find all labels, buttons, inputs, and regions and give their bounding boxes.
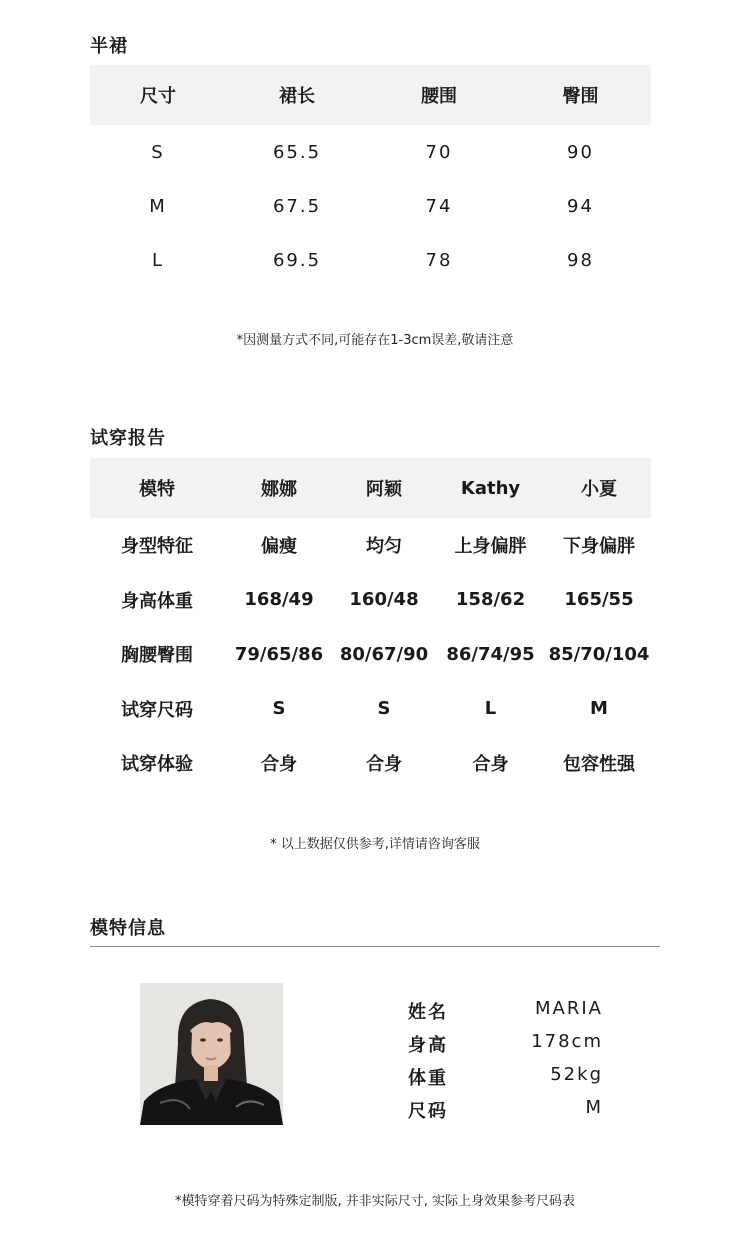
- table-row: [90, 627, 651, 682]
- table-cell: 偏瘦: [261, 536, 297, 558]
- row-label: 试穿尺码: [121, 699, 193, 721]
- row-label: 试穿体验: [121, 754, 193, 776]
- table-cell: 158/62: [455, 589, 526, 611]
- table-cell: 合身: [472, 754, 509, 776]
- table-cell: 67.5: [272, 195, 322, 217]
- header-waist: 腰围: [421, 86, 457, 107]
- header-model-3: Kathy: [460, 477, 521, 499]
- fit-section-title: 试穿报告: [90, 428, 166, 449]
- table-cell: 80/67/90: [339, 643, 429, 665]
- table-cell: 94: [567, 195, 594, 217]
- model-footnote: *模特穿着尺码为特殊定制版, 并非实际尺寸, 实际上身效果参考尺码表: [174, 1194, 576, 1209]
- size-table-header: [90, 65, 651, 125]
- table-cell: M: [590, 698, 608, 720]
- model-photo: [140, 983, 283, 1125]
- table-row: [90, 682, 651, 737]
- table-cell: 合身: [261, 754, 297, 776]
- section-divider: [90, 946, 660, 947]
- table-cell: 65.5: [272, 141, 322, 163]
- table-cell: L: [151, 249, 165, 271]
- table-cell: S: [377, 698, 391, 720]
- table-cell: S: [272, 698, 286, 720]
- fit-table-header: [90, 458, 651, 518]
- table-cell: M: [149, 195, 167, 217]
- fit-report-table: [90, 458, 651, 791]
- table-cell: 78: [425, 249, 453, 271]
- table-cell: 85/70/104: [548, 643, 650, 665]
- table-cell: 合身: [366, 754, 402, 776]
- info-label-height: 身高: [408, 1035, 448, 1056]
- table-cell: S: [151, 141, 165, 163]
- table-row: [90, 573, 651, 628]
- model-section-title: 模特信息: [90, 918, 166, 939]
- info-value-height: 178cm: [531, 1031, 603, 1052]
- row-label: 胸腰臀围: [121, 645, 193, 667]
- header-model-2: 阿颖: [366, 479, 402, 500]
- info-value-name: MARIA: [535, 998, 603, 1019]
- table-cell: 160/48: [349, 589, 419, 611]
- table-row: [90, 125, 651, 179]
- info-label-name: 姓名: [408, 1002, 448, 1023]
- measurement-note: *因测量方式不同,可能存在1-3cm误差,敬请注意: [236, 333, 514, 348]
- info-value-weight: 52kg: [550, 1064, 603, 1085]
- table-cell: 90: [567, 141, 594, 163]
- table-row: [90, 518, 651, 573]
- skirt-section-title: 半裙: [90, 36, 128, 57]
- table-cell: 86/74/95: [446, 643, 535, 665]
- model-portrait-image: [140, 983, 283, 1125]
- header-hip: 臀围: [562, 86, 599, 107]
- table-cell: 70: [425, 141, 453, 163]
- table-cell: 上身偏胖: [454, 536, 527, 558]
- table-cell: 69.5: [272, 249, 322, 271]
- table-row: [90, 179, 651, 233]
- table-row: [90, 233, 651, 287]
- row-label: 身型特征: [121, 536, 193, 558]
- header-size: 尺寸: [140, 86, 176, 107]
- info-label-size: 尺码: [408, 1101, 448, 1122]
- header-skirt-length: 裙长: [279, 86, 315, 107]
- header-model-1: 娜娜: [261, 479, 297, 500]
- row-label: 身高体重: [121, 590, 193, 612]
- info-label-weight: 体重: [408, 1068, 448, 1089]
- info-value-size: M: [585, 1097, 603, 1118]
- table-cell: 下身偏胖: [563, 536, 635, 558]
- table-cell: 79/65/86: [234, 643, 324, 665]
- table-cell: L: [484, 698, 497, 720]
- table-cell: 均匀: [366, 536, 402, 558]
- table-cell: 包容性强: [563, 754, 635, 776]
- fit-note: * 以上数据仅供参考,详情请咨询客服: [270, 837, 480, 852]
- skirt-size-table: [90, 65, 651, 287]
- table-cell: 168/49: [244, 589, 314, 611]
- table-cell: 165/55: [564, 589, 634, 611]
- header-model-4: 小夏: [581, 479, 617, 500]
- header-model: 模特: [139, 479, 175, 500]
- table-cell: 98: [567, 249, 594, 271]
- table-cell: 74: [425, 195, 453, 217]
- table-row: [90, 736, 651, 791]
